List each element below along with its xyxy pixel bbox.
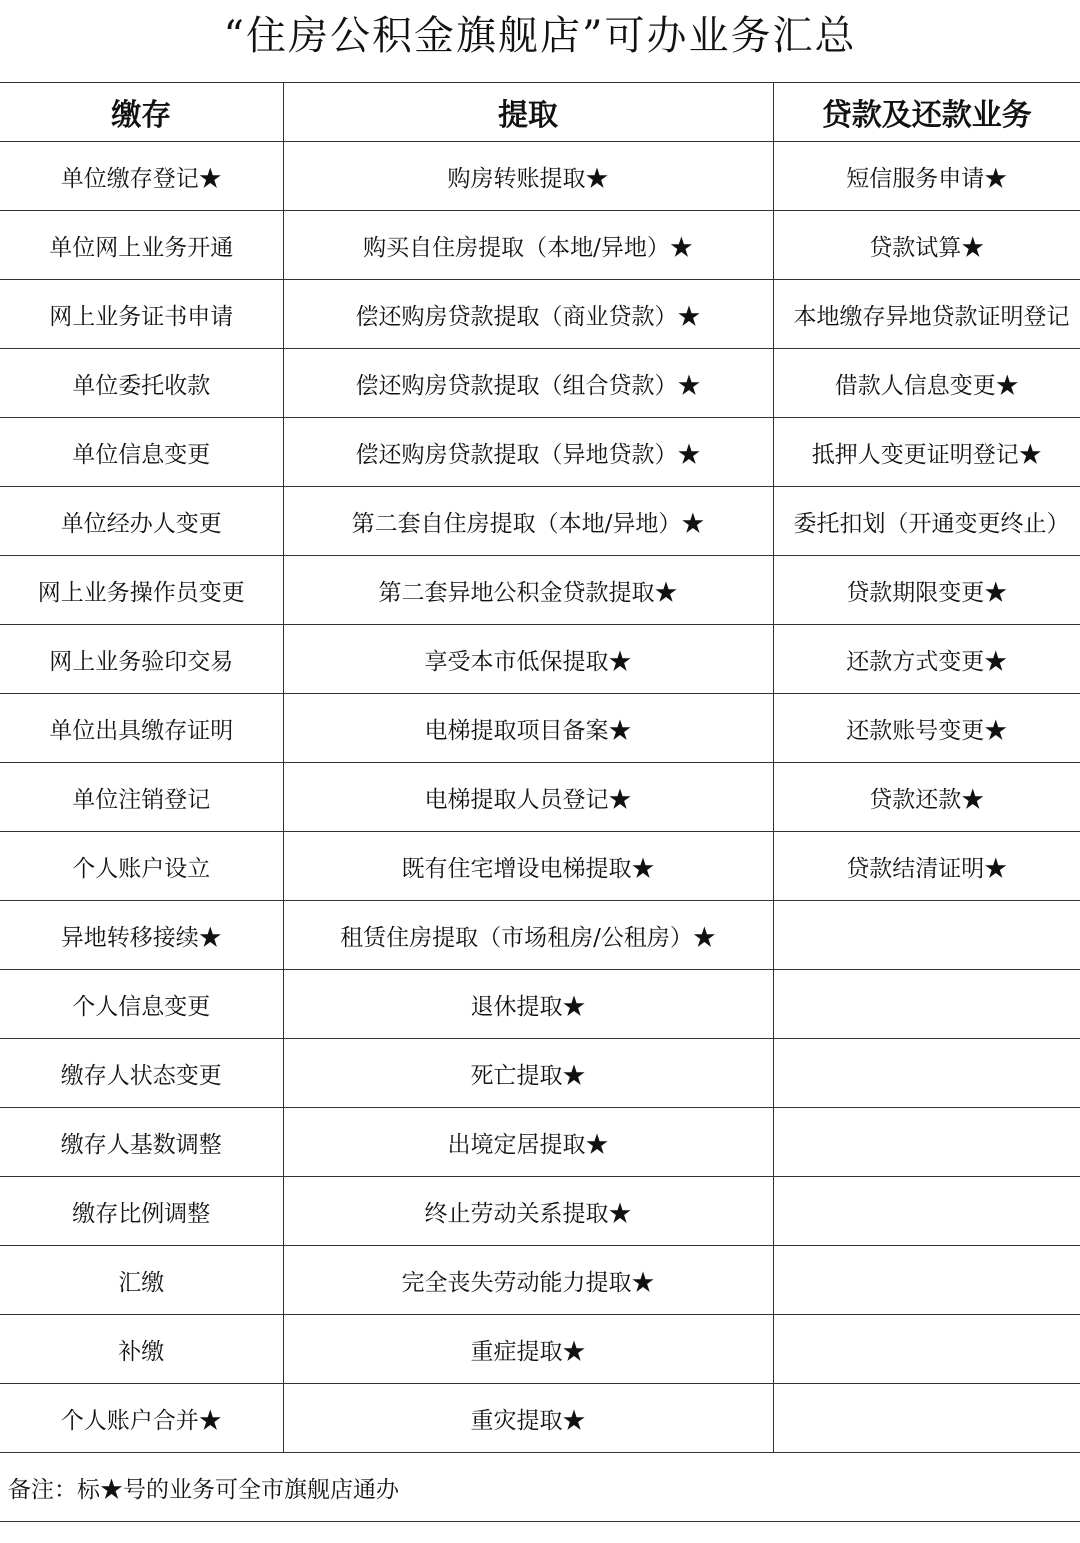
loan-cell (773, 1177, 1080, 1246)
loan-cell: 借款人信息变更★ (773, 349, 1080, 418)
table-row (0, 1039, 1080, 1108)
deposit-cell: 单位网上业务开通 (0, 211, 283, 280)
table-row (0, 832, 1080, 901)
table-row (0, 1177, 1080, 1246)
withdrawal-cell: 购买自住房提取（本地/异地）★ (283, 211, 773, 280)
withdrawal-cell: 享受本市低保提取★ (283, 625, 773, 694)
deposit-cell: 个人账户合并★ (0, 1384, 283, 1453)
table-row (0, 418, 1080, 487)
loan-cell: 贷款还款★ (773, 763, 1080, 832)
loan-cell: 还款方式变更★ (773, 625, 1080, 694)
withdrawal-cell: 出境定居提取★ (283, 1108, 773, 1177)
deposit-cell: 网上业务证书申请 (0, 280, 283, 349)
table-row (0, 211, 1080, 280)
loan-cell (773, 1039, 1080, 1108)
table-header-row (0, 83, 1080, 142)
loan-cell (773, 1384, 1080, 1453)
table-row (0, 901, 1080, 970)
deposit-cell: 网上业务操作员变更 (0, 556, 283, 625)
deposit-cell: 单位缴存登记★ (0, 142, 283, 211)
deposit-cell: 网上业务验印交易 (0, 625, 283, 694)
table-row (0, 487, 1080, 556)
withdrawal-cell: 电梯提取人员登记★ (283, 763, 773, 832)
deposit-cell: 补缴 (0, 1315, 283, 1384)
withdrawal-cell: 租赁住房提取（市场租房/公租房）★ (283, 901, 773, 970)
loan-cell (773, 1246, 1080, 1315)
withdrawal-cell: 偿还购房贷款提取（商业贷款）★ (283, 280, 773, 349)
deposit-cell: 缴存人状态变更 (0, 1039, 283, 1108)
loan-cell (773, 1108, 1080, 1177)
table-row (0, 970, 1080, 1039)
deposit-cell: 单位信息变更 (0, 418, 283, 487)
loan-cell (773, 901, 1080, 970)
table-row (0, 280, 1080, 349)
table-row (0, 349, 1080, 418)
table-row (0, 625, 1080, 694)
header-withdrawal: 提取 (283, 83, 773, 142)
loan-cell: 委托扣划（开通变更终止） (773, 487, 1080, 556)
withdrawal-cell: 完全丧失劳动能力提取★ (283, 1246, 773, 1315)
deposit-cell: 个人信息变更 (0, 970, 283, 1039)
loan-cell: 贷款结清证明★ (773, 832, 1080, 901)
withdrawal-cell: 退休提取★ (283, 970, 773, 1039)
withdrawal-cell: 既有住宅增设电梯提取★ (283, 832, 773, 901)
loan-cell: 贷款期限变更★ (773, 556, 1080, 625)
business-table (0, 82, 1080, 1522)
deposit-cell: 缴存比例调整 (0, 1177, 283, 1246)
table-row (0, 1384, 1080, 1453)
loan-cell (773, 1315, 1080, 1384)
loan-cell: 还款账号变更★ (773, 694, 1080, 763)
table-row (0, 694, 1080, 763)
table-body (0, 142, 1080, 1522)
deposit-cell: 异地转移接续★ (0, 901, 283, 970)
withdrawal-cell: 终止劳动关系提取★ (283, 1177, 773, 1246)
table-row (0, 1315, 1080, 1384)
page-title: “住房公积金旗舰店”可办业务汇总 (223, 13, 857, 59)
header-deposit: 缴存 (0, 83, 283, 142)
note-row (0, 1453, 1080, 1522)
table-row (0, 763, 1080, 832)
table-row (0, 1108, 1080, 1177)
loan-cell: 短信服务申请★ (773, 142, 1080, 211)
loan-cell: 贷款试算★ (773, 211, 1080, 280)
withdrawal-cell: 购房转账提取★ (283, 142, 773, 211)
withdrawal-cell: 第二套自住房提取（本地/异地）★ (283, 487, 773, 556)
withdrawal-cell: 重灾提取★ (283, 1384, 773, 1453)
withdrawal-cell: 死亡提取★ (283, 1039, 773, 1108)
deposit-cell: 单位经办人变更 (0, 487, 283, 556)
deposit-cell: 单位注销登记 (0, 763, 283, 832)
table-row (0, 556, 1080, 625)
deposit-cell: 单位出具缴存证明 (0, 694, 283, 763)
withdrawal-cell: 偿还购房贷款提取（异地贷款）★ (283, 418, 773, 487)
deposit-cell: 单位委托收款 (0, 349, 283, 418)
table-row (0, 1246, 1080, 1315)
note-text: 备注：标★号的业务可全市旗舰店通办 (0, 1453, 1080, 1522)
withdrawal-cell: 第二套异地公积金贷款提取★ (283, 556, 773, 625)
deposit-cell: 个人账户设立 (0, 832, 283, 901)
loan-cell: 本地缴存异地贷款证明登记 (773, 280, 1080, 349)
withdrawal-cell: 重症提取★ (283, 1315, 773, 1384)
header-loan-repayment: 贷款及还款业务 (773, 83, 1080, 142)
withdrawal-cell: 电梯提取项目备案★ (283, 694, 773, 763)
deposit-cell: 汇缴 (0, 1246, 283, 1315)
deposit-cell: 缴存人基数调整 (0, 1108, 283, 1177)
loan-cell: 抵押人变更证明登记★ (773, 418, 1080, 487)
loan-cell (773, 970, 1080, 1039)
withdrawal-cell: 偿还购房贷款提取（组合贷款）★ (283, 349, 773, 418)
table-row (0, 142, 1080, 211)
